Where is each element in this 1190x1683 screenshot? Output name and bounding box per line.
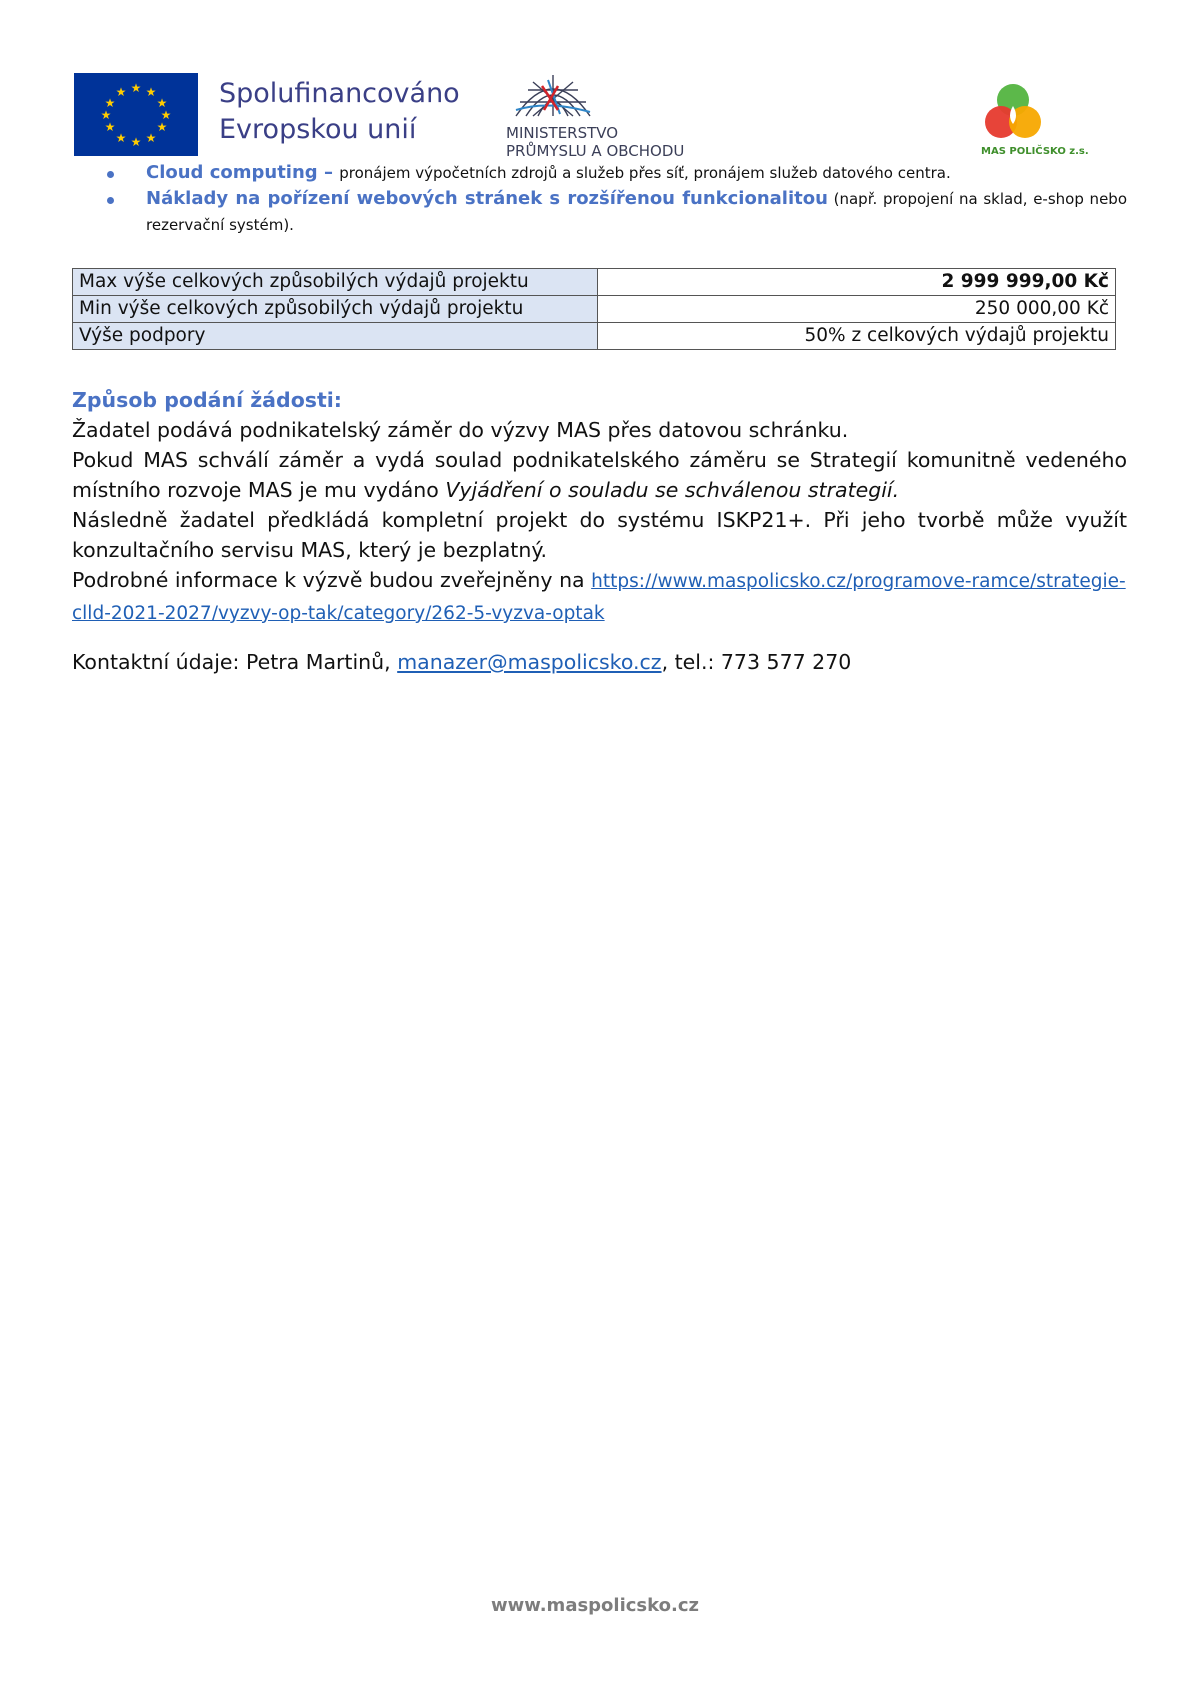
paragraph-italic: Vyjádření o souladu se schválenou strategií. — [445, 478, 900, 502]
eu-line-1: Spolufinancováno — [219, 78, 460, 109]
footer-website: www.maspolicsko.cz — [490, 1595, 699, 1616]
contact-email-link[interactable]: manazer@maspolicsko.cz — [397, 650, 662, 674]
bullet-dot-icon — [107, 171, 114, 178]
svg-text:★: ★ — [104, 120, 116, 134]
paragraph: Žadatel podává podnikatelský záměr do výzvy MAS přes datovou schránku. — [72, 418, 849, 442]
table-cell-value: 50% z celkových výdajů projektu — [598, 323, 1116, 350]
list-item — [104, 160, 1127, 186]
eu-cofinanced-label — [219, 76, 460, 148]
eu-flag-logo — [74, 73, 198, 156]
table-cell-value: 2 999 999,00 Kč — [598, 269, 1116, 296]
svg-text:★: ★ — [104, 96, 116, 110]
bullet-heading: Náklady na pořízení webových stránek s rozšířenou funkcionalitou — [146, 188, 828, 209]
budget-table — [72, 268, 1116, 350]
svg-text:★: ★ — [130, 81, 142, 95]
svg-text:★: ★ — [115, 85, 127, 99]
paragraph: Následně žadatel předkládá kompletní projekt do systému ISKP21+. Při jeho tvorbě může využít konzultačního servisu MAS, který je bezplatný. — [72, 508, 1127, 562]
table-cell-value: 250 000,00 Kč — [598, 296, 1116, 323]
svg-text:★: ★ — [130, 135, 142, 149]
table-cell-label: Min výše celkových způsobilých výdajů projektu — [73, 296, 598, 323]
bullet-dot-icon — [107, 197, 114, 204]
paragraph — [72, 445, 1127, 505]
bullet-text: (např. propojení na sklad, e-shop nebo rezervační systém). — [146, 190, 1127, 234]
table-cell-label: Výše podpory — [73, 323, 598, 350]
mpo-globe-icon — [508, 72, 598, 124]
svg-text:★: ★ — [145, 131, 157, 145]
svg-text:★: ★ — [156, 120, 168, 134]
svg-text:★: ★ — [145, 85, 157, 99]
mpo-logo — [498, 72, 688, 162]
bullet-heading: Cloud computing – — [146, 162, 340, 183]
list-item — [104, 186, 1127, 238]
table-row — [73, 323, 1116, 350]
svg-text:★: ★ — [100, 108, 112, 122]
svg-text:★: ★ — [160, 108, 172, 122]
bullet-text: pronájem výpočetních zdrojů a služeb přes síť, pronájem služeb datového centra. — [339, 164, 951, 182]
submission-section — [72, 385, 1127, 629]
mas-circles-icon — [975, 80, 1055, 146]
contact-suffix: , tel.: 773 577 270 — [661, 650, 852, 674]
section-heading: Způsob podání žádosti: — [72, 388, 343, 412]
eu-stars-icon — [74, 73, 198, 156]
mas-name-label: MAS POLIČSKO z.s. — [981, 146, 1089, 157]
eu-line-2: Evropskou unií — [219, 114, 417, 145]
paragraph-text: Pokud MAS schválí záměr a vydá soulad podnikatelského záměru se Strategií komunitně vedeného místního rozvoje MAS je mu vydáno — [72, 448, 1127, 502]
table-row — [73, 269, 1116, 296]
mpo-label — [506, 124, 684, 160]
table-cell-label: Max výše celkových způsobilých výdajů projektu — [73, 269, 598, 296]
svg-text:★: ★ — [115, 131, 127, 145]
contact-prefix: Kontaktní údaje: Petra Martinů, — [72, 650, 398, 674]
svg-text:★: ★ — [156, 96, 168, 110]
paragraph — [72, 565, 1127, 629]
mpo-line-2: PRŮMYSLU A OBCHODU — [506, 142, 685, 160]
bullet-list — [104, 160, 1127, 238]
contact-line — [72, 647, 851, 677]
call-details-link[interactable]: https://www.maspolicsko.cz/programove-ramce/strategie-clld-2021-2027/vyzvy-op-tak/category/262-5-vyzva-optak — [72, 571, 1126, 624]
table-row — [73, 296, 1116, 323]
mas-policsko-logo — [975, 80, 1089, 165]
mpo-line-1: MINISTERSTVO — [506, 124, 619, 142]
paragraph-text: Podrobné informace k výzvě budou zveřejněny na — [72, 568, 592, 592]
